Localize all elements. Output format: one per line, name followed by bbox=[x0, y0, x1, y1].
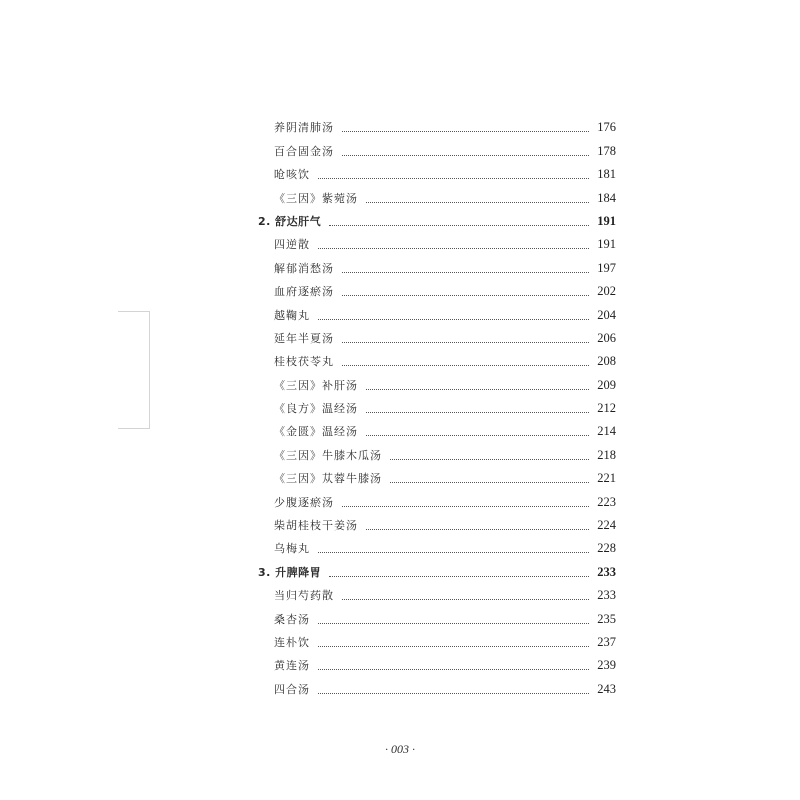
toc-dot-leader bbox=[342, 295, 589, 296]
toc-entry-title: 延年半夏汤 bbox=[274, 331, 334, 345]
toc-entry[interactable] bbox=[258, 135, 616, 158]
toc-entry-title: 当归芍药散 bbox=[274, 589, 334, 603]
toc-dot-leader bbox=[366, 389, 589, 390]
toc-entry-title: 黄连汤 bbox=[274, 659, 310, 673]
toc-dot-leader bbox=[342, 131, 589, 132]
toc-dot-leader bbox=[342, 365, 589, 366]
toc-entry-page: 221 bbox=[597, 471, 616, 486]
toc-entry-page: 202 bbox=[597, 284, 616, 299]
toc-dot-leader bbox=[318, 319, 589, 320]
toc-entry-title: 血府逐瘀汤 bbox=[274, 285, 334, 299]
toc-entry[interactable] bbox=[258, 323, 616, 346]
toc-entry-page: 218 bbox=[597, 447, 616, 462]
toc-entry-page: 233 bbox=[597, 588, 616, 603]
toc-dot-leader bbox=[366, 412, 589, 413]
toc-entry-title: 乌梅丸 bbox=[274, 542, 310, 556]
toc-dot-leader bbox=[390, 482, 589, 483]
toc-entry-title: 《三因》牛膝木瓜汤 bbox=[274, 448, 382, 462]
toc-entry[interactable] bbox=[258, 627, 616, 650]
toc-entry-page: 228 bbox=[597, 541, 616, 556]
toc-entry[interactable] bbox=[258, 276, 616, 299]
toc-section-title: 2. 舒达肝气 bbox=[258, 214, 322, 228]
toc-entry-title: 四合汤 bbox=[274, 682, 310, 696]
toc-entry-page: 212 bbox=[597, 401, 616, 416]
toc-entry[interactable] bbox=[258, 229, 616, 252]
toc-entry[interactable] bbox=[258, 463, 616, 486]
toc-dot-leader bbox=[329, 576, 589, 577]
toc-dot-leader bbox=[366, 202, 589, 203]
toc-entry[interactable] bbox=[258, 346, 616, 369]
toc-entry[interactable] bbox=[258, 159, 616, 182]
toc-entry[interactable] bbox=[258, 416, 616, 439]
toc-dot-leader bbox=[390, 459, 589, 460]
toc-entry[interactable] bbox=[258, 673, 616, 696]
toc-dot-leader bbox=[366, 529, 589, 530]
toc-entry[interactable] bbox=[258, 486, 616, 509]
toc-entry-page: 191 bbox=[597, 237, 616, 252]
toc-entry-page: 178 bbox=[597, 143, 616, 158]
toc-entry-title: 百合固金汤 bbox=[274, 144, 334, 158]
toc-dot-leader bbox=[342, 506, 589, 507]
table-of-contents bbox=[258, 112, 616, 697]
toc-entry[interactable] bbox=[258, 369, 616, 392]
toc-entry-page: 235 bbox=[597, 611, 616, 626]
page-edge-mark bbox=[118, 311, 150, 429]
toc-entry[interactable] bbox=[258, 182, 616, 205]
toc-entry-page: 181 bbox=[597, 167, 616, 182]
toc-entry[interactable] bbox=[258, 580, 616, 603]
toc-entry-page: 223 bbox=[597, 494, 616, 509]
toc-entry-title: 桑杏汤 bbox=[274, 612, 310, 626]
toc-section-heading[interactable] bbox=[258, 556, 616, 579]
toc-entry-page: 197 bbox=[597, 260, 616, 275]
toc-section-title: 3. 升脾降胃 bbox=[258, 565, 322, 579]
toc-entry-title: 《良方》温经汤 bbox=[274, 402, 358, 416]
toc-entry-page: 237 bbox=[597, 634, 616, 649]
toc-section-heading[interactable] bbox=[258, 206, 616, 229]
toc-dot-leader bbox=[342, 272, 589, 273]
toc-dot-leader bbox=[318, 693, 589, 694]
toc-dot-leader bbox=[318, 646, 589, 647]
toc-entry-title: 连朴饮 bbox=[274, 635, 310, 649]
toc-dot-leader bbox=[329, 225, 589, 226]
toc-dot-leader bbox=[318, 178, 589, 179]
toc-dot-leader bbox=[318, 623, 589, 624]
toc-dot-leader bbox=[318, 552, 589, 553]
toc-dot-leader bbox=[318, 248, 589, 249]
toc-entry-title: 桂枝茯苓丸 bbox=[274, 355, 334, 369]
toc-entry-title: 解郁消愁汤 bbox=[274, 261, 334, 275]
toc-section-page: 191 bbox=[597, 213, 616, 228]
toc-entry-title: 柴胡桂枝干姜汤 bbox=[274, 519, 358, 533]
toc-dot-leader bbox=[342, 342, 589, 343]
toc-entry-page: 176 bbox=[597, 120, 616, 135]
toc-entry-page: 243 bbox=[597, 681, 616, 696]
toc-entry[interactable] bbox=[258, 603, 616, 626]
toc-entry[interactable] bbox=[258, 510, 616, 533]
toc-dot-leader bbox=[342, 155, 589, 156]
toc-entry-page: 224 bbox=[597, 518, 616, 533]
toc-entry[interactable] bbox=[258, 439, 616, 462]
toc-entry[interactable] bbox=[258, 393, 616, 416]
toc-section-page: 233 bbox=[597, 564, 616, 579]
toc-entry-page: 239 bbox=[597, 658, 616, 673]
toc-entry[interactable] bbox=[258, 252, 616, 275]
toc-entry-title: 呛咳饮 bbox=[274, 168, 310, 182]
toc-entry-title: 少腹逐瘀汤 bbox=[274, 495, 334, 509]
toc-entry-page: 214 bbox=[597, 424, 616, 439]
toc-dot-leader bbox=[366, 435, 589, 436]
toc-entry-title: 《金匮》温经汤 bbox=[274, 425, 358, 439]
toc-entry[interactable] bbox=[258, 112, 616, 135]
page-number: · 003 · bbox=[385, 742, 415, 756]
toc-entry[interactable] bbox=[258, 533, 616, 556]
toc-entry-page: 209 bbox=[597, 377, 616, 392]
toc-entry-title: 《三因》补肝汤 bbox=[274, 378, 358, 392]
toc-entry[interactable] bbox=[258, 650, 616, 673]
toc-entry-page: 204 bbox=[597, 307, 616, 322]
toc-entry-page: 184 bbox=[597, 190, 616, 205]
toc-entry-title: 《三因》苁蓉牛膝汤 bbox=[274, 472, 382, 486]
toc-entry-page: 206 bbox=[597, 330, 616, 345]
toc-dot-leader bbox=[342, 599, 589, 600]
toc-entry-title: 四逆散 bbox=[274, 238, 310, 252]
toc-entry-title: 《三因》紫菀汤 bbox=[274, 191, 358, 205]
toc-dot-leader bbox=[318, 669, 589, 670]
toc-entry[interactable] bbox=[258, 299, 616, 322]
toc-entry-title: 越鞠丸 bbox=[274, 308, 310, 322]
toc-entry-title: 养阴清肺汤 bbox=[274, 121, 334, 135]
toc-entry-page: 208 bbox=[597, 354, 616, 369]
